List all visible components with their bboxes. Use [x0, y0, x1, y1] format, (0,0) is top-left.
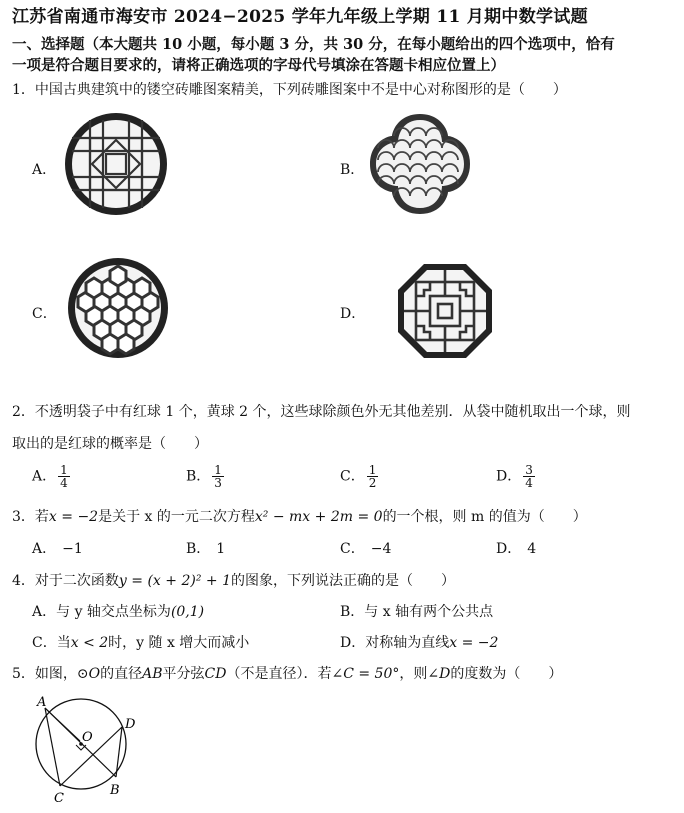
q3-quadratic-equation: x² − mx + 2m = 0 [254, 509, 383, 525]
question-2-line1: 2．不透明袋子中有红球 1 个，黄球 2 个，这些球除颜色外无其他差别．从袋中随机取出一个球，则 [12, 404, 631, 420]
q5-cd: CD [204, 666, 227, 682]
q5-mid2: 平分弦 [162, 666, 205, 682]
option-math: x = −2 [449, 635, 499, 651]
option-label: D． [496, 541, 522, 557]
option-label: D． [496, 468, 522, 485]
option-label: C． [32, 635, 57, 651]
option-label: A． [32, 541, 57, 557]
label-b: B [110, 783, 120, 798]
question-4-text [12, 570, 455, 590]
label-o: O [82, 730, 93, 745]
q4-option-a[interactable] [32, 601, 204, 621]
q5-ab: AB [142, 666, 163, 682]
option-text: 与 x 轴有两个公共点 [364, 604, 494, 620]
section-heading-line1: 一、选择题（本大题共 10 小题，每小题 3 分，共 30 分，在每小题给出的四个选项中，恰有 [12, 36, 615, 53]
q1-option-c-label[interactable]: C． [32, 306, 57, 322]
fraction: $\frac{1}{3}$ [214, 463, 222, 490]
q1-option-d-label[interactable]: D． [340, 306, 366, 322]
label-c: C [54, 791, 64, 806]
q5-o: O [88, 666, 101, 682]
q4-option-d[interactable] [340, 632, 498, 652]
q4-option-c[interactable] [32, 632, 249, 652]
option-label: B． [186, 468, 211, 485]
label-d: D [125, 717, 136, 732]
q3-option-c[interactable] [340, 538, 391, 558]
option-value: 1 [216, 541, 226, 557]
page-title: 江苏省南通市海安市 2024−2025 学年九年级上学期 11 月期中数学试题 [12, 7, 588, 27]
q5-mid4: ，则 [399, 666, 428, 682]
q3-option-b[interactable] [186, 538, 225, 558]
fraction: $\frac{3}{4}$ [525, 463, 533, 490]
q3-post: 的一个根，则 m 的值为（ ） [382, 509, 587, 525]
option-text: 与 y 轴交点坐标为 [56, 604, 171, 620]
option-label: C． [340, 541, 365, 557]
option-label: A． [32, 604, 57, 620]
option-label: B． [340, 604, 365, 620]
q5-post: 的度数为（ ） [450, 666, 563, 682]
label-a: A [37, 695, 47, 710]
option-text: 当 [56, 635, 71, 651]
q1-option-b-image [364, 108, 476, 220]
q1-option-b-label[interactable]: B． [340, 162, 365, 178]
q3-root-equation: x = −2 [48, 509, 99, 525]
q1-option-a-image [62, 110, 170, 218]
question-1-text: 1．中国古典建筑中的镂空砖雕图案精美，下列砖雕图案中不是中心对称图形的是（ ） [12, 82, 567, 98]
q5-circle-diagram [24, 694, 144, 806]
segment-db [116, 727, 122, 777]
q2-option-c[interactable] [340, 464, 378, 489]
q4-function: y = (x + 2)² + 1 [118, 573, 231, 589]
option-value: 4 [527, 541, 537, 557]
q3-pre: 3．若 [12, 509, 49, 525]
q3-mid: 是关于 x 的一元二次方程 [98, 509, 255, 525]
section-heading-line2: 一项是符合题目要求的，请将正确选项的字母代号填涂在答题卡相应位置上） [12, 57, 505, 74]
option-label: C． [340, 468, 365, 485]
option-label: B． [186, 541, 211, 557]
q2-option-d[interactable] [496, 464, 535, 489]
q3-option-d[interactable] [496, 538, 536, 558]
q4-post: 的图象，下列说法正确的是（ ） [230, 573, 455, 589]
q1-option-a-label[interactable]: A． [32, 162, 57, 178]
option-text: 对称轴为直线 [365, 635, 450, 651]
q5-mid1: 的直径 [100, 666, 143, 682]
q2-option-a[interactable] [32, 464, 70, 489]
option-math: x < 2 [70, 635, 109, 651]
q5-mid3: （不是直径）．若 [226, 666, 332, 682]
option-label: A． [32, 468, 57, 485]
fraction: $\frac{1}{4}$ [60, 463, 68, 490]
option-value: −1 [62, 541, 83, 557]
option-label: D． [340, 635, 366, 651]
fraction: $\frac{1}{2}$ [368, 463, 377, 490]
option-math: (0,1) [170, 604, 205, 620]
q3-option-a[interactable] [32, 538, 83, 558]
q5-angle-c: ∠C = 50° [331, 666, 400, 682]
q1-option-d-image [396, 262, 494, 360]
q5-pre: 5．如图， [12, 666, 77, 682]
q2-option-b[interactable] [186, 464, 224, 489]
q4-option-b[interactable] [340, 601, 493, 621]
question-2-line2: 取出的是红球的概率是（ ） [12, 436, 208, 452]
question-5-text [12, 663, 562, 683]
q1-option-c-image [62, 256, 174, 360]
q4-pre: 4．对于二次函数 [12, 573, 119, 589]
circle-symbol: ⊙ [76, 666, 89, 682]
question-3-text [12, 506, 587, 526]
option-text: 时，y 随 x 增大而减小 [108, 635, 250, 651]
q5-angle-d: ∠D [427, 666, 451, 682]
option-value: −4 [370, 541, 392, 557]
